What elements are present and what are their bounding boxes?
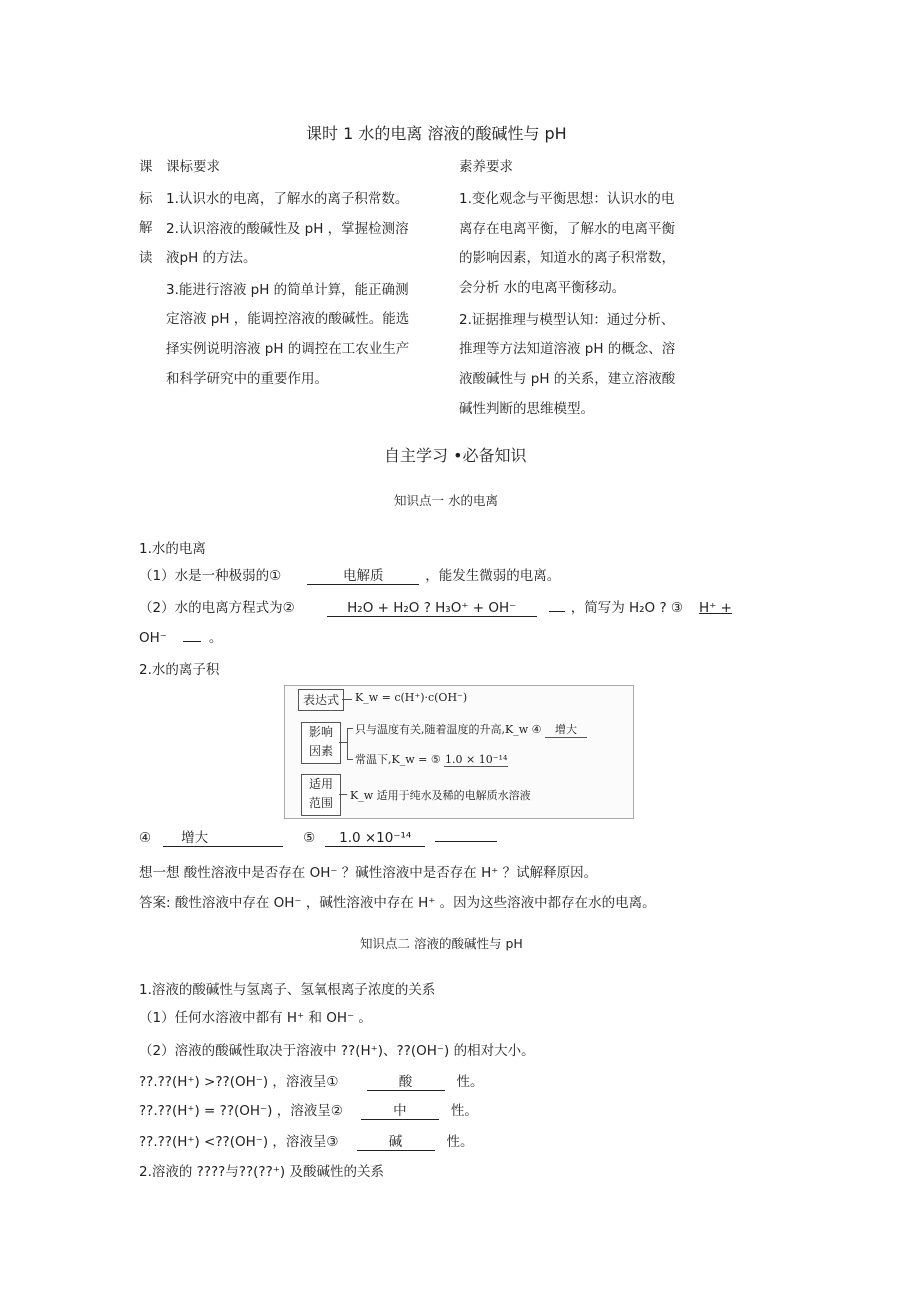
answer-4: [163, 831, 283, 847]
s1-line2-post: ，简写为 H₂O ? ③: [570, 600, 684, 616]
blank-2-tail: [549, 611, 565, 612]
connector: [339, 742, 347, 743]
factor-room-temp-blank: 1.0 × 10⁻¹⁴: [445, 753, 508, 766]
think-question: 想一想 酸性溶液中是否存在 OH⁻ ？碱性溶液中是否存在 H⁺ ？试解释原因。: [139, 865, 598, 881]
label-scope: [301, 774, 341, 816]
kp2-title: 知识点二 溶液的酸碱性与 pH: [360, 936, 523, 951]
s3-heading: 1.溶液的酸碱性与氢离子、氢氧根离子浓度的关系: [139, 982, 436, 998]
factor-room-temp-text: 常温下,K_w = ⑤: [355, 753, 441, 766]
condition-base-text: ??.??(H⁺) <??(OH⁻) ，溶液呈③: [139, 1134, 339, 1150]
right-line: 2.证据推理与模型认知：通过分析、: [459, 312, 675, 328]
left-line: 3.能进行溶液 pH 的简单计算，能正确测: [166, 282, 409, 298]
connector: [347, 728, 348, 760]
left-line: 1.认识水的电离，了解水的离子积常数。: [166, 191, 409, 207]
factor-temperature-text: 只与温度有关,随着温度的升高,K_w ④: [355, 723, 542, 736]
connector: [339, 794, 347, 795]
kw-expression: K_w = c(H⁺)·c(OH⁻): [355, 691, 468, 704]
label-factors: [301, 722, 341, 764]
scope-text: K_w 适用于纯水及稀的电解质水溶液: [350, 789, 531, 802]
s1-line2: [139, 596, 732, 617]
right-line: 离存在电离平衡，了解水的电离平衡: [459, 221, 675, 237]
kw-diagram: [284, 685, 634, 819]
label-factors-2: 因素: [308, 744, 333, 758]
s1-line1-pre: （1）水是一种极弱的①: [139, 568, 282, 584]
connector: [347, 728, 353, 729]
condition-acid-post: 性。: [456, 1074, 484, 1090]
section-heading: 自主学习 •必备知识: [384, 446, 527, 465]
kp1-title: 知识点一 水的电离: [394, 493, 498, 508]
think-answer: 答案: 酸性溶液中存在 OH⁻ ，碱性溶液中存在 H⁺ 。因为这些溶液中都存在水的电离。: [139, 895, 656, 911]
oh-text: OH⁻: [139, 630, 167, 646]
connector: [342, 699, 352, 700]
right-line: 推理等方法知道溶液 pH 的概念、溶: [459, 341, 676, 357]
right-line: 碱性判断的思维模型。: [459, 401, 594, 417]
blank-neutral: 中: [361, 1104, 439, 1120]
s1-line2b-post: 。: [208, 630, 223, 646]
blank-base: 碱: [357, 1135, 435, 1151]
side-char: 读: [139, 250, 153, 266]
blank-acid: 酸: [367, 1075, 445, 1091]
factor-room-temp: [355, 751, 508, 767]
right-header: 素养要求: [459, 159, 513, 175]
left-header: 课标要求: [166, 159, 220, 175]
left-line: 定溶液 pH ，能调控溶液的酸碱性。能选: [166, 311, 410, 327]
condition-base: [139, 1130, 474, 1151]
left-line: 液pH 的方法。: [166, 250, 257, 266]
right-line: 的影响因素，知道水的离子积常数，: [459, 250, 675, 266]
answer-num-4: ④: [139, 830, 152, 846]
condition-neutral: [139, 1099, 478, 1120]
left-line: 和科学研究中的重要作用。: [166, 371, 328, 387]
answer-5: 1.0 ×10⁻¹⁴: [325, 831, 425, 847]
blank-1: 电解质: [307, 569, 419, 585]
s4-heading: 2.溶液的 ????与??(??⁺) 及酸碱性的关系: [139, 1164, 384, 1180]
page-title: 课时 1 水的电离 溶液的酸碱性与 pH: [306, 124, 567, 143]
left-line: 2.认识溶液的酸碱性及 pH ，掌握检测溶: [166, 221, 409, 237]
condition-acid: [139, 1070, 484, 1091]
s1-line2-pre: （2）水的电离方程式为②: [139, 600, 295, 616]
blank-3-tail: [183, 641, 201, 642]
side-char: 课: [139, 159, 153, 175]
right-line: 1.变化观念与平衡思想：认识水的电: [459, 191, 675, 207]
s1-heading: 1.水的电离: [139, 541, 206, 557]
side-char: 解: [139, 220, 153, 236]
s1-line1-post: ，能发生微弱的电离。: [425, 568, 561, 584]
right-line: 液酸碱性与 pH 的关系，建立溶液酸: [459, 371, 676, 387]
label-scope-2: 范围: [308, 796, 333, 810]
s1-line1: [139, 564, 560, 585]
condition-neutral-post: 性。: [450, 1103, 478, 1119]
condition-neutral-text: ??.??(H⁺) = ??(OH⁻) ，溶液呈②: [139, 1103, 343, 1119]
label-factors-1: 影响: [308, 725, 333, 739]
label-expression: 表达式: [298, 689, 344, 711]
blank-2: H₂O + H₂O ? H₃O⁺ + OH⁻: [327, 601, 537, 617]
factor-temperature: [355, 721, 587, 738]
connector: [347, 759, 353, 760]
condition-acid-text: ??.??(H⁺) >??(OH⁻) ，溶液呈①: [139, 1074, 339, 1090]
label-scope-1: 适用: [308, 777, 333, 791]
s1-line2b: [139, 626, 222, 646]
s2-heading: 2.水的离子积: [139, 662, 220, 678]
answer-num-5: ⑤: [303, 830, 316, 846]
side-char: 标: [139, 191, 153, 207]
left-line: 择实例说明溶液 pH 的调控在工农业生产: [166, 341, 410, 357]
s3-line1: （1）任何水溶液中都有 H⁺ 和 OH⁻ 。: [139, 1010, 372, 1026]
condition-base-post: 性。: [446, 1134, 474, 1150]
answer-5-tail: [435, 841, 497, 842]
s3-line2: （2）溶液的酸碱性取决于溶液中 ??(H⁺)、??(OH⁻) 的相对大小。: [139, 1043, 535, 1059]
blank-3: H⁺ +: [699, 600, 732, 616]
factor-temperature-blank: 增大: [545, 721, 587, 738]
answers-line: [139, 830, 497, 847]
answer-4-text: 增大: [181, 830, 209, 846]
right-line: 会分析 水的电离平衡移动。: [459, 280, 626, 296]
